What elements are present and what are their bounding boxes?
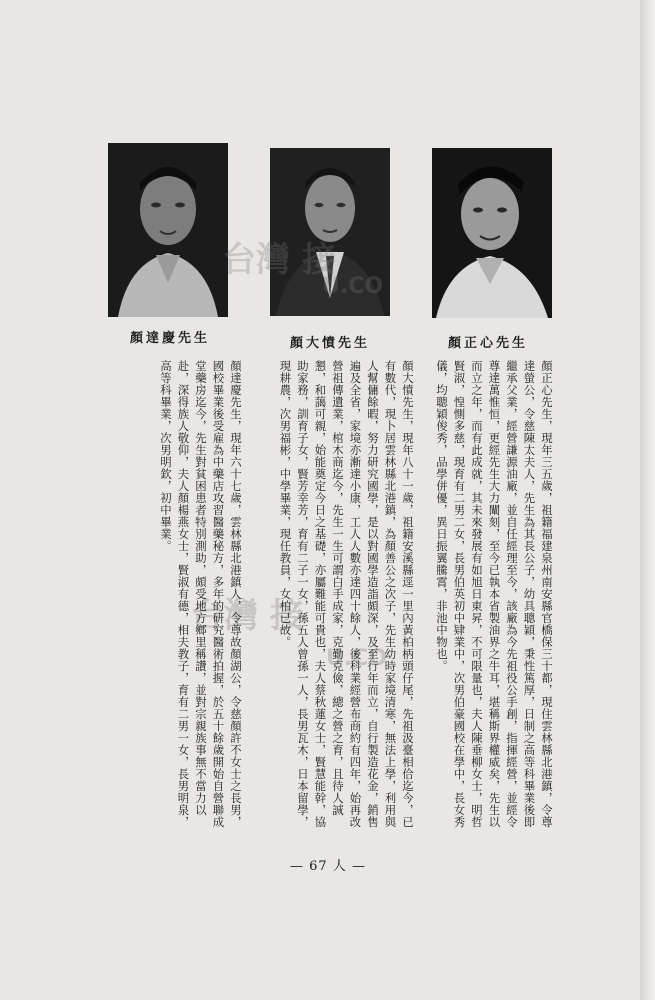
caption-dafen: 顏大憤先生 <box>290 336 371 351</box>
page-number: — 67 人 — <box>290 859 366 874</box>
watermark-top-sub: U.CO <box>322 274 384 299</box>
caption-daqing: 顏達慶先生 <box>130 331 211 346</box>
watermark-bottom-sub: U.CO <box>326 646 388 671</box>
caption-zhengxin: 顏正心先生 <box>448 336 529 351</box>
watermark-bottom: 台灣 接 <box>190 596 304 636</box>
bio-daqing: 顏達慶先生，現年六十七歲，雲林縣北港鎮人，令尊故顏湖公，令慈顏許不女士之長男，國校畢業後受雇為中藥店攻習醫藥秘方，多年的研究醫術拍握，於五十餘歲開始自營聯成堂藥房迄今，先生對貧困患者特別測助，頗受地方鄉里稱讚，並對宗親族事無不當力以赴，深得族人敬仰，夫人顏楊燕女士，賢淑有德，相夫教子，育有二男一女，長男明泉，高等科畢業，次男明欽，初中畢業。 <box>159 360 243 828</box>
bio-dafen: 顏大憤先生，現年八十一歲，祖籍安溪縣逕一里內黃柏柄頭仔尾，先祖汲臺相佮迄今，已有數代，現卜居雲林縣北港鎮，為顏善公之次子，先生幼時家境清寒，無法上學，利用與人幫傭餘暇，努力研究國學，是以對國學造詣頗深，及至行年而立，自行製造花金，銷售遍及全省，家境亦漸達小康，工人人數亦達四十餘人，後科業經營布商約有四年，始再改營祖傳遺業，棺木商迄今，先生一生可謂白手成家，克勤克儉，總之營之育，且待人誠懇，和藹可親，始能奠定今日之基礎，亦屬難能可貴也，夫人蔡秋蓮女士，賢慧能幹，協助家務，訓育子女，賢芳幸芳，育有二子一女，孫五人曾孫一人，長男瓦木，日本留學，現耕農，次男福彬，中學畢業，現任教員，女柏已故。 <box>278 360 415 828</box>
portrait-daqing <box>108 143 228 317</box>
watermark-top: 台灣 接 <box>222 240 336 280</box>
page-edge <box>640 0 655 1000</box>
portrait-zhengxin <box>432 148 552 318</box>
bio-zhengxin: 顏正心先生，現年三五歲，祖籍福建泉州南安縣官橋保三十都，現住雲林縣北港鎮，令尊達螢公，令慈陳太夫人，先生為其長公子，幼具聰穎，秉性篤厚，日制之高等科畢業後即繼承父業，經營謙源油廠，並自任經理至今，該廠為今先祖役公手創，指揮經營，並經令尊達萬惟恒，更經先生大力闡刻，至今已執本省製油界之牛耳，堪稱斯界權威矣，先生以而立之年，而有此成就，其未來發展有如旭日東昇，不可限量也，夫人陳垂柳女士，明哲賢淑，惶惻多慈，現育有二男二女，長男伯英初中肄業中，次男伯豪國校在學中，長女秀儀，均聰穎俊秀，品學併優，異日振翼騰霄，非池中物也。 <box>435 360 554 828</box>
